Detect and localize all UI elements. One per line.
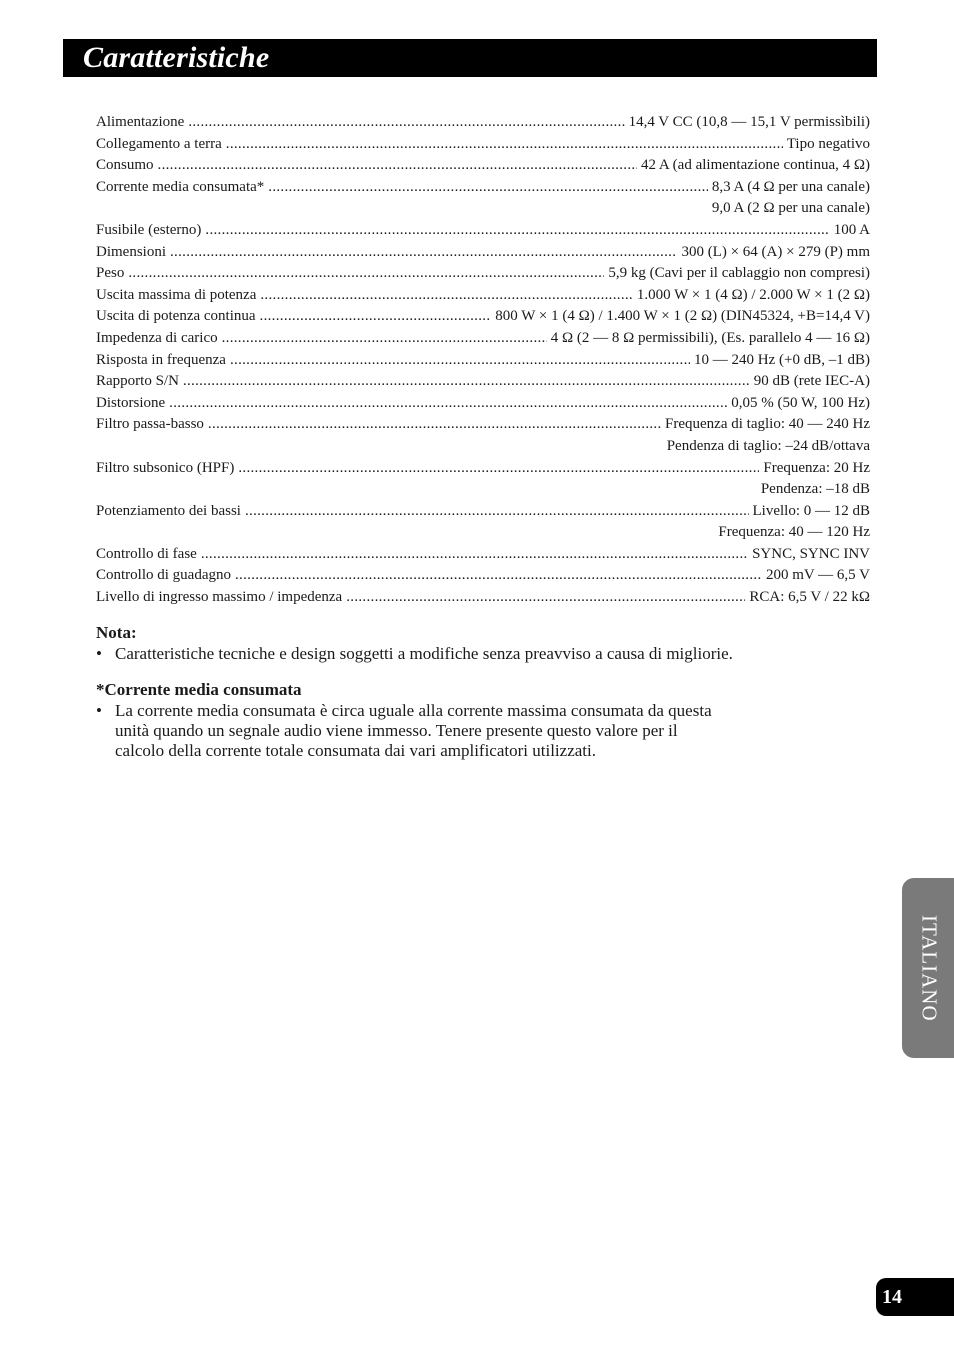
spec-row: [96, 112, 870, 134]
spec-label: Collegamento a terra: [96, 135, 222, 152]
spec-value: 8,3 A (4 Ω per una canale): [711, 178, 870, 195]
spec-value: 100 A: [833, 221, 870, 238]
bullet-icon: •: [96, 644, 102, 663]
spec-value: 300 (L) × 64 (A) × 279 (P) mm: [681, 243, 870, 260]
dot-leader: [222, 328, 547, 350]
spec-value: 1.000 W × 1 (4 Ω) / 2.000 W × 1 (2 Ω): [636, 286, 870, 303]
spec-label: Fusibile (esterno): [96, 221, 202, 238]
spec-row: [96, 155, 870, 177]
spec-value-continuation: Pendenza di taglio: –24 dB/ottava: [666, 437, 870, 454]
spec-value-continuation: Frequenza: 40 — 120 Hz: [718, 524, 870, 541]
spec-label: Corrente media consumata*: [96, 178, 265, 195]
spec-value: Frequenza: 20 Hz: [763, 459, 870, 476]
spec-label: Filtro passa-basso: [96, 416, 204, 433]
spec-label: Rapporto S/N: [96, 373, 179, 390]
spec-value: 4 Ω (2 — 8 Ω permissibili), (Es. parallelo 4 — 16 Ω): [550, 329, 870, 346]
corrente-item: [96, 701, 876, 761]
dot-leader: [188, 112, 624, 134]
language-tab: [902, 878, 954, 1058]
spec-label: Peso: [96, 265, 125, 282]
dot-leader: [226, 134, 783, 156]
spec-label: Consumo: [96, 157, 154, 174]
spec-value-continuation: Pendenza: –18 dB: [760, 481, 870, 498]
spec-value: 800 W × 1 (4 Ω) / 1.400 W × 1 (2 Ω) (DIN45324, +B=14,4 V): [495, 308, 870, 325]
spec-label: Controllo di fase: [96, 545, 197, 562]
dot-leader: [170, 242, 677, 264]
spec-label: Uscita di potenza continua: [96, 308, 256, 325]
spec-value: 90 dB (rete IEC-A): [753, 373, 870, 390]
spec-value: SYNC, SYNC INV: [752, 545, 870, 562]
language-label: ITALIANO: [917, 914, 942, 1022]
title-bar: [63, 39, 877, 77]
spec-row: [96, 328, 870, 350]
spec-value: 10 — 240 Hz (+0 dB, –1 dB): [694, 351, 870, 368]
spec-row: [96, 393, 870, 415]
spec-value-continuation: 9,0 A (2 Ω per una canale): [711, 200, 870, 217]
spec-value: Frequenza di taglio: 40 — 240 Hz: [665, 416, 870, 433]
spec-label: Controllo di guadagno: [96, 567, 231, 584]
spec-value: 42 A (ad alimentazione continua, 4 Ω): [641, 157, 870, 174]
spec-row: [96, 306, 870, 328]
dot-leader: [260, 306, 492, 328]
spec-row: [96, 220, 870, 242]
spec-label: Distorsione: [96, 394, 166, 411]
nota-item: [96, 644, 876, 664]
dot-leader: [245, 501, 749, 523]
notes-section: [96, 622, 876, 761]
dot-leader: [208, 414, 661, 436]
dot-leader: [268, 177, 708, 199]
spec-label: Filtro subsonico (HPF): [96, 459, 235, 476]
spec-row: [96, 371, 870, 393]
dot-leader: [235, 565, 762, 587]
dot-leader: [158, 155, 637, 177]
corrente-text: La corrente media consumata è circa uguale alla corrente massima consumata da questa unità quando un segnale audio viene immesso. Tenere presente questo valore per il calcolo della corrente totale consumata dai vari amplificatori utilizzati.: [115, 701, 712, 760]
spec-value: 5,9 kg (Cavi per il cablaggio non compresi): [608, 265, 870, 282]
spec-label: Livello di ingresso massimo / impedenza: [96, 589, 343, 606]
spec-row: [96, 242, 870, 264]
corrente-heading: *Corrente media consumata: [96, 680, 302, 699]
spec-label: Risposta in frequenza: [96, 351, 226, 368]
spec-row: [96, 263, 870, 285]
spec-label: Alimentazione: [96, 114, 185, 130]
spec-label: Uscita massima di potenza: [96, 286, 257, 303]
nota-heading: Nota:: [96, 623, 137, 642]
spec-value: Livello: 0 — 12 dB: [752, 502, 870, 519]
dot-leader: [238, 458, 759, 480]
spec-value: 0,05 % (50 W, 100 Hz): [731, 394, 870, 411]
bullet-icon: •: [96, 701, 102, 720]
spec-value: 14,4 V CC (10,8 — 15,1 V permissìbili): [628, 114, 870, 130]
dot-leader: [201, 544, 748, 566]
spec-value: 200 mV — 6,5 V: [765, 567, 870, 584]
spec-row: [96, 350, 870, 372]
spec-row: [96, 587, 870, 609]
dot-leader: [169, 393, 727, 415]
spec-label: Impedenza di carico: [96, 329, 218, 346]
spec-row: [96, 134, 870, 156]
spec-value: RCA: 6,5 V / 22 kΩ: [749, 589, 870, 606]
spec-label: Potenziamento dei bassi: [96, 502, 241, 519]
page-number: [876, 1278, 954, 1316]
specifications-list: [96, 112, 870, 609]
page-title: Caratteristiche: [83, 41, 270, 74]
spec-row: [96, 285, 870, 307]
spec-row: [96, 458, 870, 480]
spec-row: [96, 544, 870, 566]
page-number-label: 14: [882, 1285, 902, 1308]
dot-leader: [230, 350, 690, 372]
dot-leader: [183, 371, 750, 393]
dot-leader: [205, 220, 829, 242]
spec-row: [96, 414, 870, 436]
spec-row: [96, 177, 870, 199]
nota-text: Caratteristiche tecniche e design soggetti a modifiche senza preavviso a causa di migliorie.: [115, 644, 733, 663]
spec-label: Dimensioni: [96, 243, 166, 260]
dot-leader: [346, 587, 745, 609]
spec-row: [96, 501, 870, 523]
spec-value: Tipo negativo: [786, 135, 870, 152]
dot-leader: [260, 285, 633, 307]
dot-leader: [128, 263, 604, 285]
spec-row: [96, 565, 870, 587]
